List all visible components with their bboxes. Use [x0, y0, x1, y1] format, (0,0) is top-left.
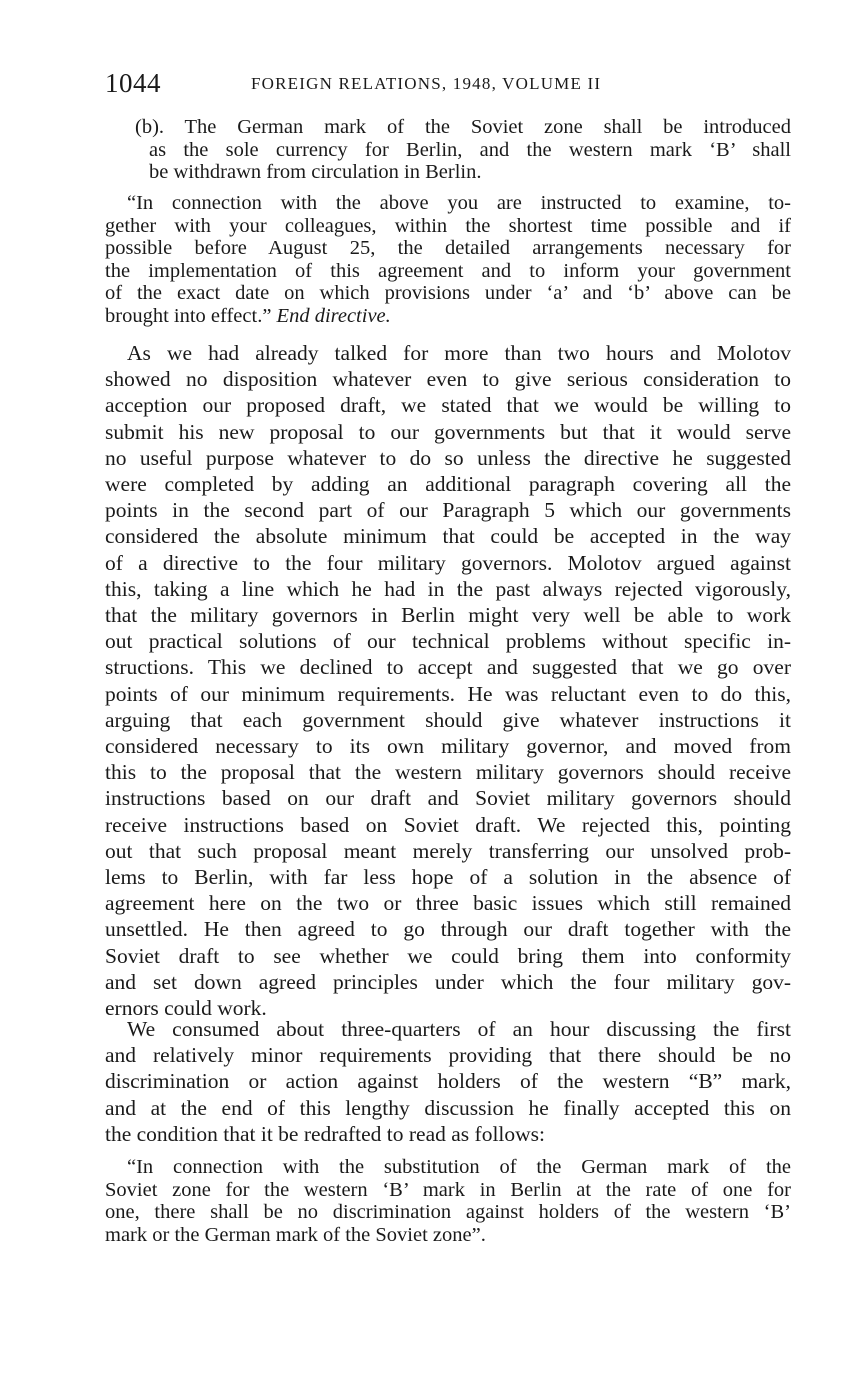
- text-line: be withdrawn from circulation in Berlin.: [149, 161, 482, 183]
- text-line: Soviet zone for the western ‘B’ mark in Berlin at the rate of one for: [105, 1178, 791, 1201]
- text-line: mark or the German mark of the Soviet zone”.: [105, 1223, 486, 1246]
- text-line: that the military governors in Berlin might very well be able to work: [105, 603, 791, 628]
- text-line: As we had already talked for more than two hours and Molotov: [127, 341, 791, 365]
- text-line: of the exact date on which provisions under ‘a’ and ‘b’ above can be: [105, 282, 791, 304]
- text-line: the condition that it be redrafted to read as follows:: [105, 1121, 546, 1146]
- text-line: as the sole currency for Berlin, and the western mark ‘B’ shall: [149, 138, 791, 161]
- text-line: no useful purpose whatever to do so unless the directive he suggested: [105, 445, 791, 470]
- paragraph-b: [135, 116, 791, 184]
- text-line: showed no disposition whatever even to give serious consideration to: [105, 367, 791, 392]
- text-line: receive instructions based on Soviet draft. We rejected this, pointing: [105, 812, 791, 837]
- text-line: ernors could work.: [105, 996, 267, 1021]
- text-line: considered necessary to its own military governor, and moved from: [105, 734, 791, 759]
- text-line: instructions based on our draft and Soviet military governors should: [105, 786, 791, 811]
- text-line: points of our minimum requirements. He was reluctant even to do this,: [105, 681, 791, 706]
- page-header: [105, 68, 795, 108]
- text-line: “In connection with the substitution of the German mark of the: [127, 1156, 791, 1178]
- paragraph-main: [105, 340, 791, 1021]
- text-line: and at the end of this lengthy discussion he finally accepted this on: [105, 1095, 791, 1120]
- text-line: acception our proposed draft, we stated that we would be willing to: [105, 393, 791, 418]
- text-line: were completed by adding an additional paragraph covering all the: [105, 472, 791, 497]
- text-line: possible before August 25, the detailed arrangements necessary for: [105, 237, 791, 259]
- text-line: [105, 305, 791, 328]
- paragraph-consumed: [105, 1016, 791, 1147]
- text-line: one, there shall be no discrimination against holders of the western ‘B’: [105, 1201, 791, 1223]
- text-fragment: brought into effect.”: [105, 304, 272, 327]
- running-title: FOREIGN RELATIONS, 1948, VOLUME II: [251, 74, 602, 93]
- text-line: We consumed about three-quarters of an hour discussing the first: [127, 1017, 791, 1041]
- paragraph-quote: [105, 1156, 791, 1246]
- page-number: 1044: [105, 68, 161, 98]
- text-line: gether with your colleagues, within the shortest time possible and if: [105, 214, 791, 237]
- text-line: this to the proposal that the western military governors should receive: [105, 760, 791, 785]
- end-directive-label: End directive.: [276, 304, 391, 327]
- text-line: out that such proposal meant merely transferring our unsolved prob-: [105, 838, 791, 863]
- text-line: out practical solutions of our technical problems without specific in-: [105, 629, 791, 654]
- text-line: points in the second part of our Paragraph 5 which our governments: [105, 498, 791, 523]
- text-line: considered the absolute minimum that could be accepted in the way: [105, 524, 791, 549]
- text-line: agreement here on the two or three basic issues which still remained: [105, 891, 791, 916]
- text-line: “In connection with the above you are instructed to examine, to-: [127, 192, 791, 214]
- text-line: Soviet draft to see whether we could bring them into conformity: [105, 943, 791, 968]
- text-line: submit his new proposal to our governments but that it would serve: [105, 419, 791, 444]
- text-line: (b). The German mark of the Soviet zone shall be introduced: [135, 116, 791, 138]
- text-line: arguing that each government should give whatever instructions it: [105, 707, 791, 732]
- text-line: of a directive to the four military governors. Molotov argued against: [105, 550, 791, 575]
- text-line: discrimination or action against holders of the western “B” mark,: [105, 1069, 791, 1094]
- text-line: and relatively minor requirements providing that there should be no: [105, 1043, 791, 1068]
- paragraph-directive: [105, 192, 791, 327]
- text-line: this, taking a line which he had in the past always rejected vigorously,: [105, 576, 791, 601]
- text-line: the implementation of this agreement and to inform your government: [105, 259, 791, 282]
- text-line: structions. This we declined to accept and suggested that we go over: [105, 655, 791, 680]
- text-line: and set down agreed principles under which the four military gov-: [105, 969, 791, 994]
- text-line: unsettled. He then agreed to go through our draft together with the: [105, 917, 791, 942]
- text-line: lems to Berlin, with far less hope of a solution in the absence of: [105, 865, 791, 890]
